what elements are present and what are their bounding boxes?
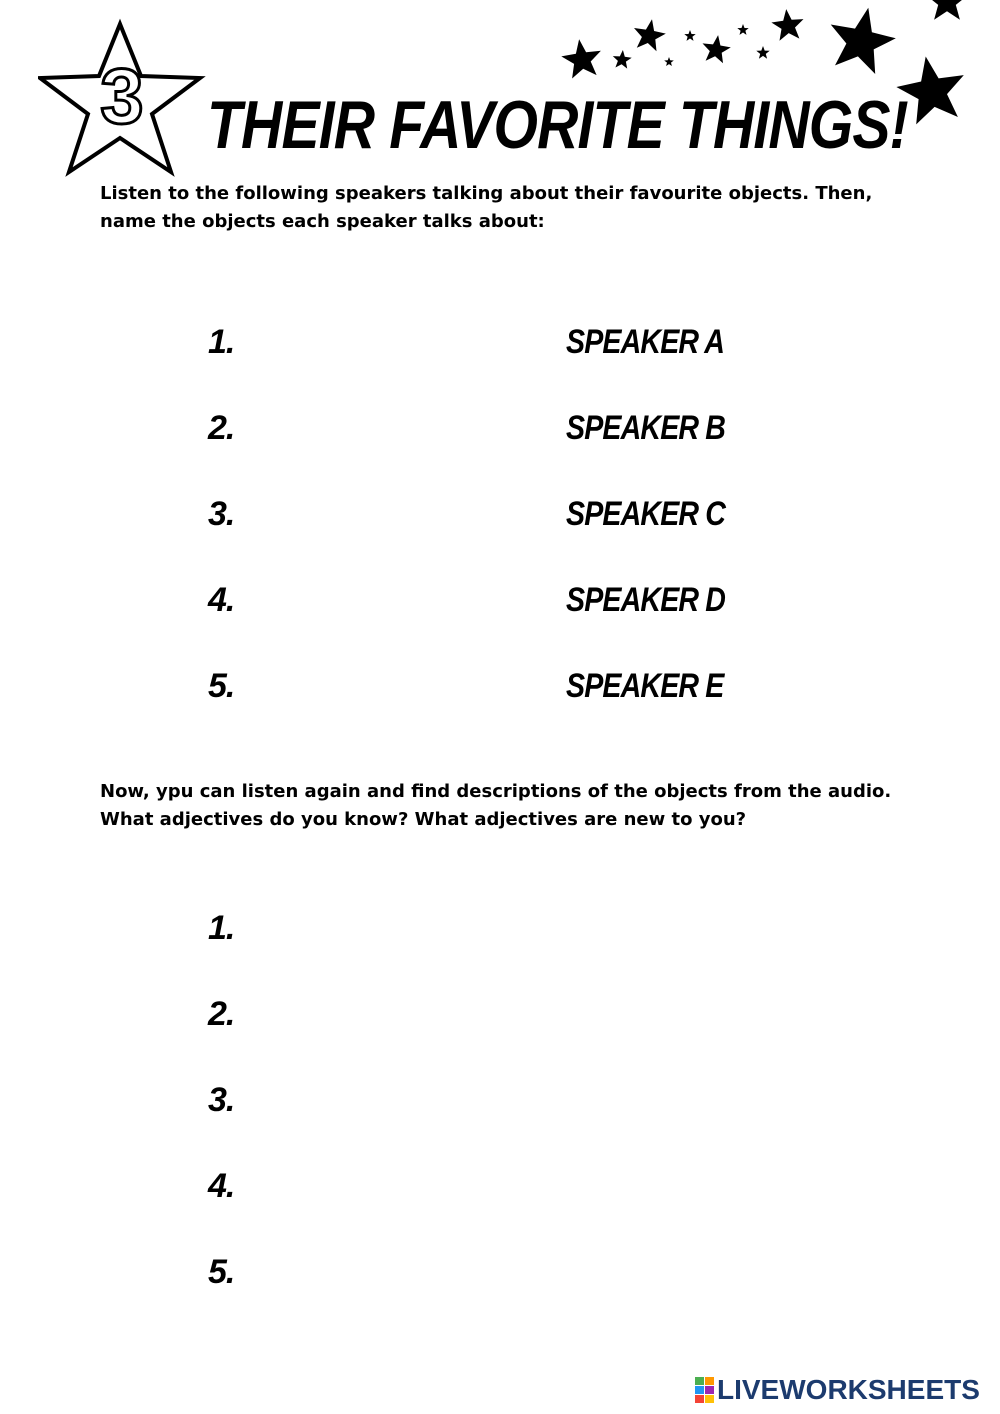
star-icon [926,0,968,20]
star-icon [771,9,803,41]
item-number: 4. [208,581,235,619]
speaker-label: SPEAKER B [566,409,726,447]
star-icon [703,35,731,63]
scattered-stars-icon [555,0,1000,140]
item-number: 3. [208,1081,235,1119]
star-icon [737,24,748,35]
speaker-label: SPEAKER E [566,667,724,705]
item-number: 2. [208,995,235,1033]
star-icon [684,30,695,41]
star-icon [561,39,601,78]
star-icon [613,50,632,69]
star-icon [634,19,666,51]
speaker-label: SPEAKER C [566,495,726,533]
star-icon [756,46,769,59]
brand-name: LIVEWORKSHEETS [717,1374,980,1405]
item-number: 1. [208,909,235,947]
liveworksheets-logo-icon [695,1377,717,1403]
star-icon [896,57,963,125]
instruction-text-1: Listen to the following speakers talking about their favourite objects. Then, name the objects each speaker talks about: [100,183,873,232]
speaker-label: SPEAKER D [566,581,726,619]
speaker-label: SPEAKER A [566,323,725,361]
brand-logo [695,1373,990,1407]
item-number: 1. [208,323,235,361]
star-icon [664,57,674,66]
item-number: 3. [208,495,235,533]
page-title: THEIR FAVORITE THINGS! [207,87,908,163]
item-number: 2. [208,409,235,447]
star-number: 3 [100,52,144,140]
item-number: 4. [208,1167,235,1205]
item-number: 5. [208,667,235,705]
instruction-text-2: Now, ypu can listen again and find descriptions of the objects from the audio. What adjectives do you know? What adjectives are new to you? [100,781,892,830]
item-number: 5. [208,1253,235,1291]
star-icon [831,8,896,74]
